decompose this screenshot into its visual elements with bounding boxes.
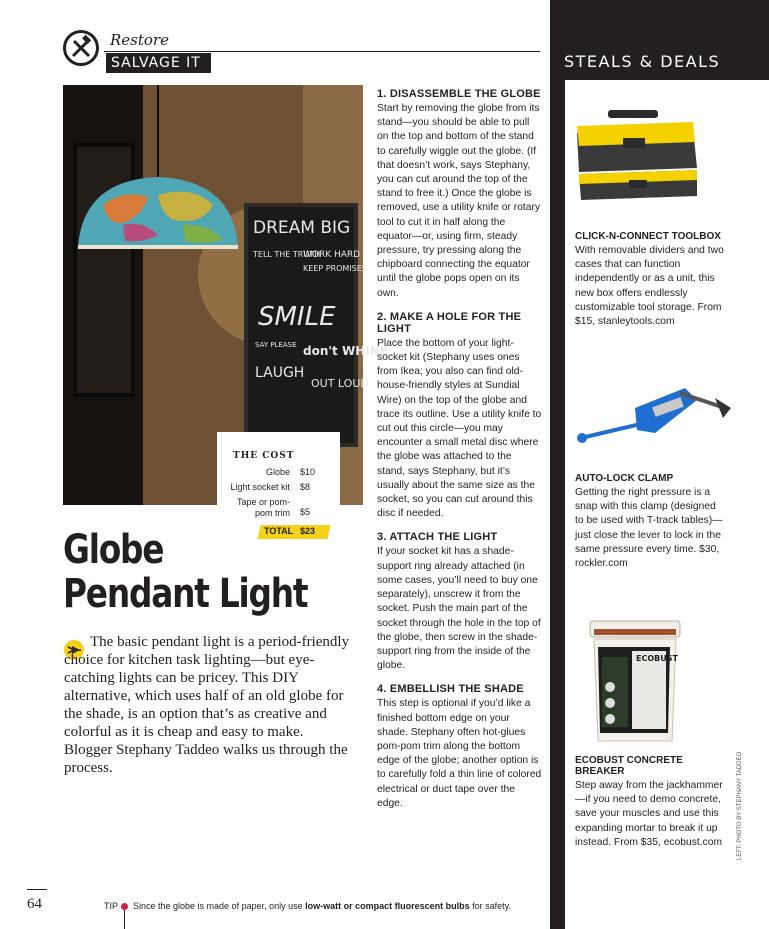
hammer-logo-icon <box>63 30 99 66</box>
step-heading: 4. EMBELLISH THE SHADE <box>377 683 524 696</box>
page-number-rule <box>27 889 47 890</box>
total-label: TOTAL <box>264 526 294 536</box>
title-line-1: Globe <box>63 527 164 573</box>
step-body: If your socket kit has a shade-support ring already attached (in some cases, you’ll need to buy one separately), unscrew it from the socket. Push the main part of the socket through the hole in the top of the globe, then screw in the shade-support ring from the inside of the globe. <box>377 546 541 672</box>
cost-item: Light socket kit <box>230 482 290 492</box>
poster-line: KEEP PROMISES <box>303 264 367 273</box>
poster-line: SAY PLEASE <box>255 341 297 349</box>
sidebar-title: STEALS & DEALS <box>564 52 721 71</box>
photo-credit: LEFT: PHOTO BY STEPHANY TADDEO <box>737 751 743 860</box>
cost-item: Tape or pom-pom trim <box>236 497 290 518</box>
cost-item: Globe <box>265 467 290 477</box>
step-body: Start by removing the globe from its stand—you should be able to pull on the top and bottom of the stand to carefully wiggle out the globe. (If that doesn’t work, says Stephany, you can cut around the top of the stand to free it.) Once the globe is removed, use a utility knife or rotary tool to cut it in half along the equator—or, using firm, steady pressure, try pressing along the chipboard connecting the equator until the globe pops open on its own. <box>377 103 541 299</box>
section-label: SALVAGE IT <box>106 53 211 73</box>
section-kicker: Restore <box>110 31 169 49</box>
steps-column <box>377 88 542 821</box>
product-description: Getting the right pressure is a snap with this clamp (designed to be used with T-track tables)—just close the lever to lock in the same pressure every time. $30, rockler.com <box>575 487 723 570</box>
poster-line: WORK HARD <box>303 250 361 260</box>
cost-price: $8 <box>300 482 311 492</box>
header-rule <box>104 51 540 52</box>
poster-line: SMILE <box>258 302 336 332</box>
product-name: CLICK-N-CONNECT TOOLBOX <box>575 231 721 242</box>
poster-line: OUT LOUD <box>311 377 369 390</box>
title-line-2: Pendant Light <box>63 571 308 617</box>
product-name: ECOBUST CONCRETE BREAKER <box>575 755 683 777</box>
poster-line: LAUGH <box>255 365 305 381</box>
article-title <box>63 528 309 616</box>
tip-dot-icon <box>121 903 128 910</box>
poster-line: DREAM BIG <box>253 218 351 238</box>
tip-text-bold: low-watt or compact fluorescent bulbs <box>305 901 470 911</box>
product-description: Step away from the jackhammer—if you need to demo concrete, save your muscles and use this expanding mortar to break it up instead. From $35, ecobust.com <box>575 780 723 848</box>
step-heading: 3. ATTACH THE LIGHT <box>377 531 498 544</box>
tip-label: TIP <box>104 901 119 911</box>
intro-paragraph <box>64 633 354 777</box>
product-description: With removable dividers and two cases that can function independently or as a unit, this new box offers endlessly customizable tool storage. From $15, stanleytools.com <box>575 245 724 328</box>
ecobust-bucket-image <box>588 617 682 745</box>
total-value: $23 <box>300 526 316 536</box>
product-ecobust <box>575 755 725 850</box>
poster-line: TELL THE TRUTH <box>253 250 321 259</box>
cost-title: THE COST <box>233 451 295 461</box>
cost-price: $5 <box>300 507 311 517</box>
intro-text: The basic pendant light is a period-friendly choice for kitchen task lighting—but eye-catching lights can be pricey. This DIY alternative, which uses half of an old globe for the shade, is an option that’s as creative and colorful as it is cheap and easy to make. Blogger Stephany Taddeo walks us through the process. <box>64 634 350 776</box>
poster-line: don't WHINE <box>303 344 388 358</box>
bucket-label: ECOBUST <box>636 654 678 663</box>
step-heading: 1. DISASSEMBLE THE GLOBE <box>377 88 541 100</box>
step-heading: 2. MAKE A HOLE FOR THE LIGHT <box>377 310 522 335</box>
tip-rule <box>124 910 125 929</box>
tip-text-before: Since the globe is made of paper, only use <box>133 901 306 911</box>
cost-price: $10 <box>300 467 316 477</box>
toolbox-image <box>573 108 703 208</box>
product-clamp <box>575 473 725 571</box>
product-toolbox <box>575 231 725 329</box>
page-number: 64 <box>27 896 42 912</box>
step-body: Place the bottom of your light-socket kit (Stephany uses ones from Ikea; you also can find old-house-friendly styles at Sundial Wire) on the top of the globe and trace its outline. Use a utility knife to cut out this circle—you may encounter a small metal disc where the globe was attached to the stand, says Stephany, but it’s usually about the same size as the socket, so you can cut around this disc if needed. <box>377 337 542 520</box>
product-name: AUTO-LOCK CLAMP <box>575 473 674 484</box>
clamp-image <box>575 378 735 453</box>
step-body: This step is optional if you’d like a finished bottom edge on your shade. Stephany often hot-glues pom-pom trim along the bottom edge of the globe; another option is to carefully fold a thin line of colored electrical or duct tape over the edge. <box>377 698 542 809</box>
tip-text-after: for safety. <box>469 901 512 911</box>
tip-text <box>133 901 511 911</box>
